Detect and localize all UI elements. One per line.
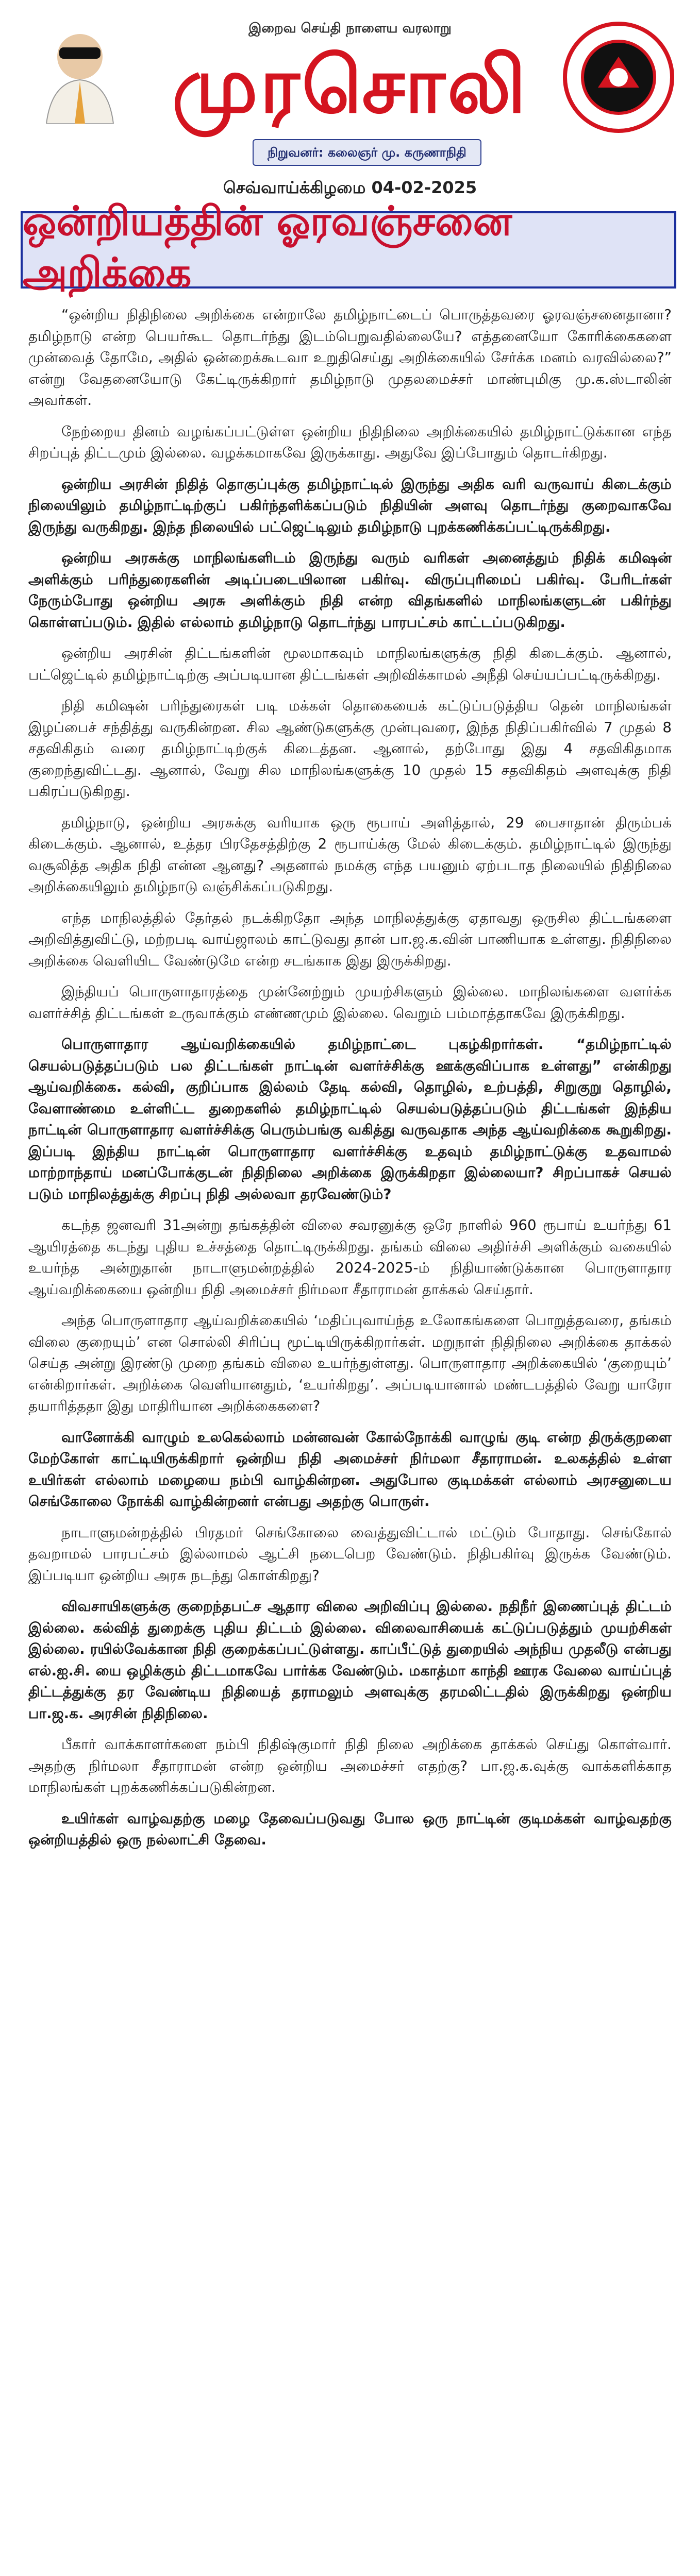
article-paragraph: பொருளாதார ஆய்வறிக்கையில் தமிழ்நாட்டை புகழ்கிறார்கள். “தமிழ்நாட்டில் செயல்படுத்தப்படும் பல திட்டங்கள் நாட்டின் வளர்ச்சிக்கு ஊக்குவிப்பாக உள்ளது” என்கிறது ஆய்வறிக்கை. கல்வி, குறிப்பாக இல்லம் தேடி கல்வி, தொழில், உற்பத்தி, சிறுகுறு தொழில், வேளாண்மை உள்ளிட்ட துறைகளில் தமிழ்நாட்டில் செயல்படுத்தப்படும் திட்டங்கள் இந்திய நாட்டின் பொருளாதார வளர்ச்சிக்கு பெரும்பங்கு வகித்து வருவதாக அந்த ஆய்வறிக்கை கூறுகிறது. இப்படி இந்திய நாட்டின் பொருளாதார வளர்ச்சிக்கு உதவும் தமிழ்நாட்டுக்கு உதவாமல் மாற்றாந்தாய் மனப்போக்குடன் நிதிநிலை அறிக்கை இருக்கிறதா இல்லையா? சிறப்பாகச் செயல் படும் மாநிலத்துக்கு சிறப்பு நிதி அல்லவா தரவேண்டும்? <box>28 1036 672 1202</box>
article-paragraph: “ஒன்றிய நிதிநிலை அறிக்கை என்றாலே தமிழ்நாட்டைப் பொருத்தவரை ஓரவஞ்சனைதானா? தமிழ்நாடு என்ற பெயர்கூட தொடர்ந்து இடம்பெறுவதில்லையே? எத்தனையோ கோரிக்கைகளை முன்வைத் தோமே, அதில் ஒன்றைக்கூடவா உறுதிசெய்து அறிக்கையில் சேர்க்க மனம் வரவில்லை?” என்று வேதனையோடு கேட்டிருக்கிறார் தமிழ்நாடு முதலமைச்சர் மாண்புமிகு மு.க.ஸ்டாலின் அவர்கள். <box>28 306 672 409</box>
article-paragraph: ஒன்றிய அரசுக்கு மாநிலங்களிடம் இருந்து வரும் வரிகள் அனைத்தும் நிதிக் கமிஷன் அளிக்கும் பரிந்துரைகளின் அடிப்படையிலான பகிர்வு. விருப்புரிமைப் பகிர்வு. பேரிடர்கள் நேரும்போது ஒன்றிய அரசு அளிக்கும் நிதி என்ற விதங்களில் மாநிலங்களுடன் பகிர்ந்து கொள்ளப்படும். இதில் எல்லாம் தமிழ்நாடு தொடர்ந்து பாரபட்சம் காட்டப்படுகிறது. <box>28 549 672 631</box>
article-paragraph: ஒன்றிய அரசின் திட்டங்களின் மூலமாகவும் மாநிலங்களுக்கு நிதி கிடைக்கும். ஆனால், பட்ஜெட்டில் தமிழ்நாட்டிற்கு அப்படியான திட்டங்கள் அறிவிக்காமல் அநீதி செய்யப்பட்டிருக்கிறது. <box>28 645 672 683</box>
newspaper-brand: முரசொலி <box>172 40 528 130</box>
article-paragraph: எந்த மாநிலத்தில் தேர்தல் நடக்கிறதோ அந்த மாநிலத்துக்கு ஏதாவது ஒருசில திட்டங்களை அறிவித்துவிட்டு, மற்றபடி வாய்ஜாலம் காட்டுவது தான் பா.ஜ.க.வின் பாணியாக உள்ளது. நிதிநிலை அறிக்கை வெளியிட வேண்டுமே என்ற சடங்காக இது இருக்கிறது. <box>28 909 672 969</box>
article-paragraph: தமிழ்நாடு, ஒன்றிய அரசுக்கு வரியாக ஒரு ரூபாய் அளித்தால், 29 பைசாதான் திரும்பக் கிடைக்கும். ஆனால், உத்தர பிரதேசத்திற்கு 2 ரூபாய்க்கு மேல் கிடைக்கும். தமிழ்நாட்டில் இருந்து வசூலித்த அதிக நிதி என்ன ஆனது? அதனால் நமக்கு எந்த பயனும் ஏற்படாத நிலையில் நிதிநிலை அறிக்கையிலும் தமிழ்நாடு வஞ்சிக்கப்படுகிறது. <box>28 814 672 895</box>
masthead-tagline: இறைவ செய்தி நாளைய வரலாறு <box>248 21 452 36</box>
article-paragraph: வானோக்கி வாழும் உலகெல்லாம் மன்னவன் கோல்நோக்கி வாழுங் குடி என்ற திருக்குறளை மேற்கோள் காட்டியிருக்கிறார் ஒன்றிய நிதி அமைச்சர் நிர்மலா சீதாராமன். உலகத்தில் உள்ள உயிர்கள் எல்லாம் மழையை நம்பி வாழ்கின்றன. அதுபோல குடிமக்கள் எல்லாம் அரசனுடைய செங்கோலை நோக்கி வாழ்கின்றனர் என்பது அதற்கு பொருள். <box>28 1428 672 1510</box>
article-paragraph: அந்த பொருளாதார ஆய்வறிக்கையில் ‘மதிப்புவாய்ந்த உலோகங்களை பொறுத்தவரை, தங்கம் விலை குறையும்’ என சொல்லி சிரிப்பு மூட்டியிருக்கிறார்கள். மறுநாள் நிதிநிலை அறிக்கை தாக்கல் செய்த அன்று இரண்டு முறை தங்கம் விலை உயர்ந்துள்ளது. பொருளாதார அறிக்கையில் ‘குறையும்’ என்கிறார்கள். அறிக்கை வெளியானதும், ‘உயர்கிறது’. அப்படியானால் மண்டபத்தில் வேறு யாரோ தயாரித்ததா இது மாதிரியான அறிக்கைகளை? <box>28 1312 672 1414</box>
article-paragraph: நேற்றைய தினம் வழங்கப்பட்டுள்ள ஒன்றிய நிதிநிலை அறிக்கையில் தமிழ்நாட்டுக்கான எந்த சிறப்புத் திட்டமும் இல்லை. வழக்கமாகவே இருக்காது. அதுவே இப்போதும் தொடர்கிறது. <box>28 422 672 461</box>
article-paragraph: பீகார் வாக்காளர்களை நம்பி நிதிஷ்குமார் நிதி நிலை அறிக்கை தாக்கல் செய்து கொள்வார். அதற்கு நிர்மலா சீதாராமன் என்ற ஒன்றிய அமைச்சர் எதற்கு? பா.ஜ.க.வுக்கு வாக்களிக்காத மாநிலங்கள் புறக்கணிக்கப்படுகின்றன. <box>28 1736 672 1795</box>
article-paragraph: விவசாயிகளுக்கு குறைந்தபட்ச ஆதார விலை அறிவிப்பு இல்லை. நதிநீர் இணைப்புத் திட்டம் இல்லை. கல்வித் துறைக்கு புதிய திட்டம் இல்லை. விலைவாசியைக் கட்டுப்படுத்தும் முயற்சிகள் இல்லை. ரயில்வேக்கான நிதி குறைக்கப்பட்டுள்ளது. காப்பீட்டுத் துறையில் அந்நிய முதலீடு என்பது எல்.ஐ.சி. யை ஒழிக்கும் திட்டமாகவே பார்க்க வேண்டும். மகாத்மா காந்தி ஊரக வேலை வாய்ப்புத் திட்டத்துக்கு தர வேண்டிய நிதியைத் தராமலும் அளவுக்கு தரமலிட்டதில் இருக்கிறது ஒன்றிய பா.ஜ.க. அரசின் நிதிநிலை. <box>28 1598 672 1722</box>
headline-box <box>21 198 676 296</box>
article-body <box>28 304 672 1860</box>
article-paragraph: உயிர்கள் வாழ்வதற்கு மழை தேவைப்படுவது போல ஒரு நாட்டின் குடிமக்கள் வாழ்வதற்கு ஒன்றியத்தில் ஒரு நல்லாட்சி தேவை. <box>28 1809 672 1848</box>
founder-banner: நிறுவனர்: கலைஞர் மு. கருணாநிதி <box>253 139 481 166</box>
party-emblem-icon <box>562 21 675 134</box>
article-paragraph: இந்தியப் பொருளாதாரத்தை முன்னேற்றும் முயற்சிகளும் இல்லை. மாநிலங்களை வளர்க்க வளர்ச்சித் திட்டங்கள் உருவாக்கும் எண்ணமும் இல்லை. வெறும் பம்மாத்தாகவே இருக்கிறது. <box>28 983 672 1022</box>
article-paragraph: நாடாளுமன்றத்தில் பிரதமர் செங்கோலை வைத்துவிட்டால் மட்டும் போதாது. செங்கோல் தவறாமல் பாரபட்சம் இல்லாமல் ஆட்சி நடைபெற வேண்டும். நிதிபகிர்வு இருக்க வேண்டும். இப்படியா ஒன்றிய அரசு நடந்து கொள்கிறது? <box>28 1523 672 1584</box>
article-paragraph: கடந்த ஜனவரி 31அன்று தங்கத்தின் விலை சவரனுக்கு ஒரே நாளில் 960 ரூபாய் உயர்ந்து 61 ஆயிரத்தை கடந்து புதிய உச்சத்தை தொட்டிருக்கிறது. தங்கம் விலை அதிர்ச்சி அளிக்கும் வகையில் உயர்ந்த அன்றுதான் நாடாளுமன்றத்தில் 2024-2025-ம் நிதியாண்டுக்கான பொருளாதார ஆய்வறிக்கையை ஒன்றிய நிதி அமைச்சர் நிர்மலா சீதாராமன் தாக்கல் செய்தார். <box>28 1216 672 1298</box>
article-paragraph: நிதி கமிஷன் பரிந்துரைகள் படி மக்கள் தொகையைக் கட்டுப்படுத்திய தென் மாநிலங்கள் இழப்பைச் சந்தித்து வருகின்றன. சில ஆண்டுகளுக்கு முன்புவரை, இந்த நிதிப்பகிர்வில் 7 முதல் 8 சதவிகிதம் வரை தமிழ்நாட்டிற்குக் கிடைத்தன. ஆனால், தற்போது இது 4 சதவிகிதமாக குறைந்துவிட்டது. ஆனால், வேறு சில மாநிலங்களுக்கு 10 முதல் 15 சதவிகிதம் அளவுக்கு நிதி பகிரப்படுகிறது. <box>28 697 672 800</box>
publication-date: செவ்வாய்க்கிழமை 04-02-2025 <box>223 178 477 197</box>
article-paragraph: ஒன்றிய அரசின் நிதித் தொகுப்புக்கு தமிழ்நாட்டில் இருந்து அதிக வரி வருவாய் கிடைக்கும் நிலையிலும் தமிழ்நாட்டிற்குப் பகிர்ந்தளிக்கப்படும் நிதியின் அளவு தொடர்ந்து குறைவாகவே இருந்து வருகிறது. இந்த நிலையில் பட்ஜெட்டிலும் தமிழ்நாடு புறக்கணிக்கப்பட்டிருக்கிறது. <box>28 475 672 535</box>
masthead <box>0 0 700 196</box>
article-headline: ஒன்றியத்தின் ஓரவஞ்சனை அறிக்கை <box>23 198 512 296</box>
